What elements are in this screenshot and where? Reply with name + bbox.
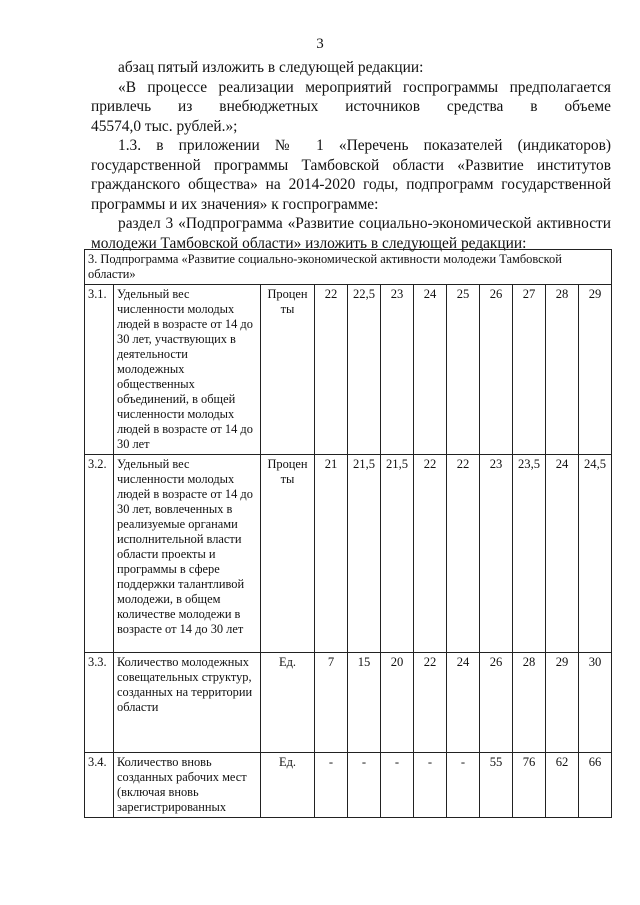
indicator-value: 22: [447, 455, 480, 653]
indicator-value: 29: [579, 285, 612, 455]
indicator-value: 7: [315, 653, 348, 753]
indicator-value: 30: [579, 653, 612, 753]
indicator-value: 22: [414, 653, 447, 753]
indicator-value: 28: [513, 653, 546, 753]
subprogram-header: 3. Подпрограмма «Развитие социально-экономической активности молодежи Тамбовской области»: [85, 250, 612, 285]
paragraph-line: молодежи Тамбовской области» изложить в следующей редакции:: [91, 234, 527, 252]
indicator-name: Удельный вес численности молодых людей в возрасте от 14 до 30 лет, участвующих в деятельности молодежных общественных объединений, в общей численности молодых людей в возрасте от 14 до 30 лет: [114, 285, 261, 455]
indicator-value: 24: [414, 285, 447, 455]
indicator-value: -: [381, 753, 414, 818]
indicator-value: 20: [381, 653, 414, 753]
row-number: 3.3.: [85, 653, 114, 753]
indicator-value: 62: [546, 753, 579, 818]
table-row: [85, 653, 612, 753]
paragraph-line: «В процессе реализации мероприятий госпрограммы предполагается: [118, 78, 611, 96]
indicator-name: Количество вновь созданных рабочих мест (включая вновь зарегистрированных: [114, 753, 261, 818]
indicator-value: 22: [414, 455, 447, 653]
indicator-value: 29: [546, 653, 579, 753]
indicator-value: 21,5: [348, 455, 381, 653]
indicator-value: 24,5: [579, 455, 612, 653]
indicator-value: 25: [447, 285, 480, 455]
indicator-name: Количество молодежных совещательных структур, созданных на территории области: [114, 653, 261, 753]
indicator-value: -: [447, 753, 480, 818]
indicator-unit: Ед.: [261, 753, 315, 818]
row-number: 3.4.: [85, 753, 114, 818]
indicator-unit: Процен ты: [261, 455, 315, 653]
paragraph-line: 45574,0 тыс. рублей.»;: [91, 117, 238, 135]
paragraph-appendix: [91, 136, 611, 214]
paragraph-line: абзац пятый изложить в следующей редакции:: [118, 59, 424, 76]
indicator-name: Удельный вес численности молодых людей в возрасте от 14 до 30 лет, вовлеченных в реализуемые органами исполнительной власти области проекты и программы в сфере поддержки талантливой молодежи, в общем количестве молодежи в возрасте от 14 до 30 лет: [114, 455, 261, 653]
indicator-value: 76: [513, 753, 546, 818]
indicator-value: 27: [513, 285, 546, 455]
row-number: 3.2.: [85, 455, 114, 653]
indicator-value: -: [348, 753, 381, 818]
indicators-table: [84, 249, 612, 818]
indicator-value: 28: [546, 285, 579, 455]
row-number: 3.1.: [85, 285, 114, 455]
indicator-unit: Ед.: [261, 653, 315, 753]
paragraph-line: привлечь из внебюджетных источников средства в объеме: [91, 98, 611, 115]
indicator-value: 26: [480, 285, 513, 455]
indicator-value: 23: [480, 455, 513, 653]
indicator-value: 26: [480, 653, 513, 753]
table-row: [85, 455, 612, 653]
paragraph-line: 1.3. в приложении № 1 «Перечень показателей (индикаторов): [118, 137, 611, 154]
indicator-value: 22: [315, 285, 348, 455]
table-row: [85, 753, 612, 818]
indicator-value: 24: [546, 455, 579, 653]
page-number: 3: [316, 36, 324, 52]
indicator-unit: Процен ты: [261, 285, 315, 455]
indicator-value: 21: [315, 455, 348, 653]
paragraph-line: государственной программы Тамбовской области «Развитие институтов гражданского общества» на 2014-2020 годы, подпрограмм государственной программы и их значения» к госпрограмме:: [91, 156, 611, 213]
paragraph-section: [91, 214, 611, 253]
indicator-value: 66: [579, 753, 612, 818]
table-row: [85, 285, 612, 455]
indicator-value: 15: [348, 653, 381, 753]
indicator-value: 23: [381, 285, 414, 455]
indicator-value: -: [315, 753, 348, 818]
paragraph-financing: [91, 58, 611, 136]
indicator-value: 22,5: [348, 285, 381, 455]
indicator-value: 21,5: [381, 455, 414, 653]
indicator-value: 55: [480, 753, 513, 818]
indicator-value: 23,5: [513, 455, 546, 653]
indicator-value: -: [414, 753, 447, 818]
indicator-value: 24: [447, 653, 480, 753]
paragraph-line: раздел 3 «Подпрограмма «Развитие социально-экономической активности: [118, 215, 611, 232]
